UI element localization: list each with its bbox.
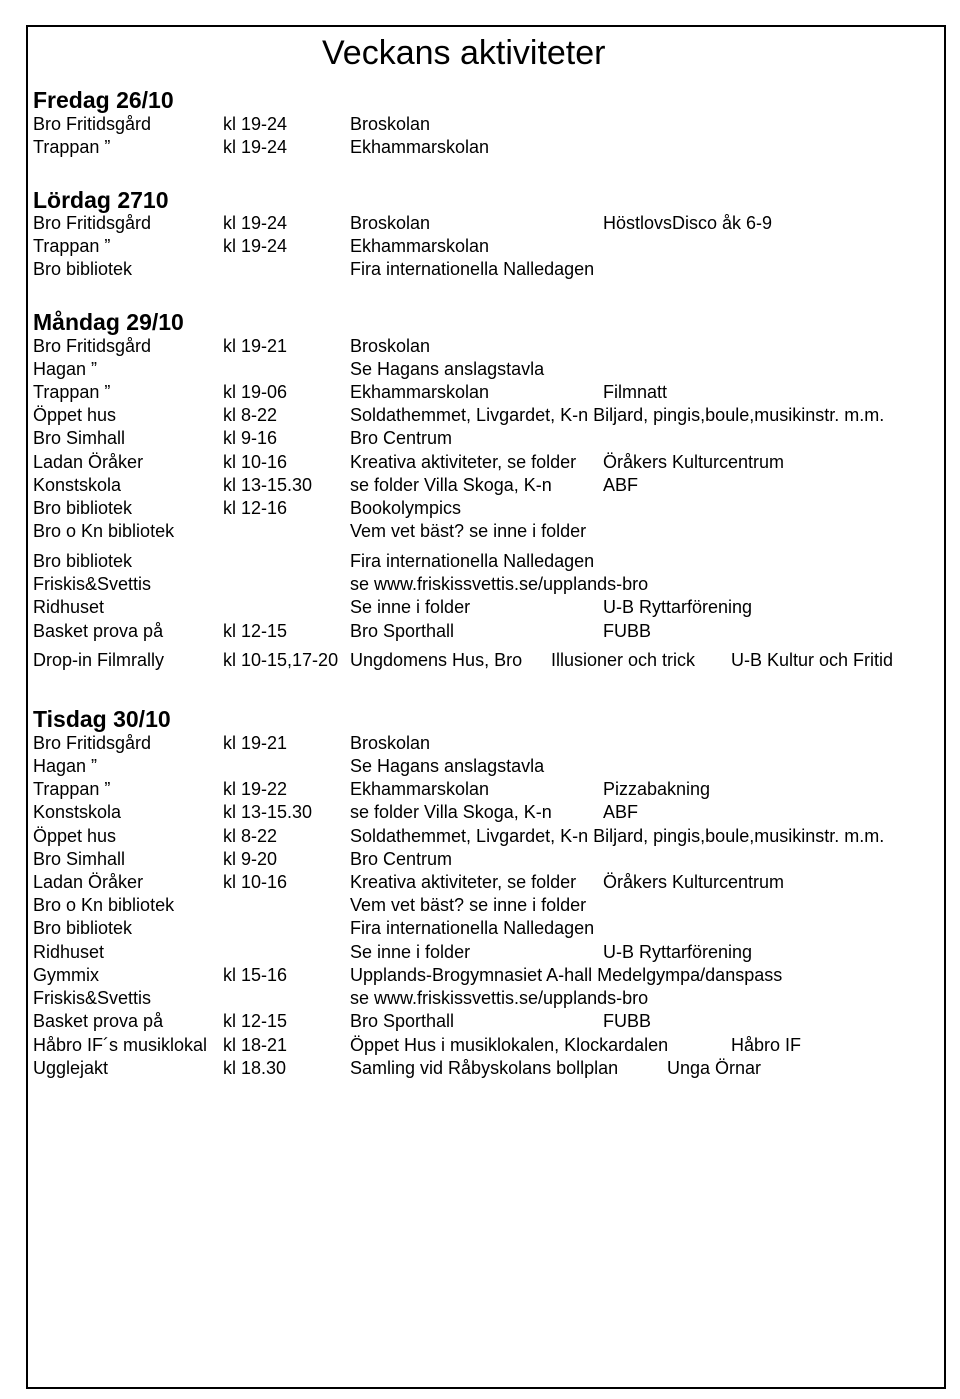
activity-location: Broskolan: [350, 733, 431, 753]
activity-note: FUBB: [603, 621, 652, 641]
activity-row: [0, 801, 960, 824]
activity-place: Friskis&Svettis: [33, 988, 152, 1008]
activity-place: Basket prova på: [33, 1011, 164, 1031]
activity-place: Öppet hus: [33, 826, 117, 846]
activity-row: [0, 620, 960, 643]
activity-place: Drop-in Filmrally: [33, 650, 165, 670]
activity-note: Öråkers Kulturcentrum: [603, 452, 785, 472]
activity-row: [0, 136, 960, 159]
activity-location: se www.friskissvettis.se/upplands-bro: [350, 574, 649, 594]
activity-time: kl 12-15: [223, 621, 288, 641]
activity-place: Gymmix: [33, 965, 99, 985]
activity-time: kl 10-16: [223, 872, 288, 892]
activity-time: kl 10-16: [223, 452, 288, 472]
activity-place: Basket prova på: [33, 621, 164, 641]
activity-row: [0, 987, 960, 1010]
activity-location: Broskolan: [350, 213, 431, 233]
activity-note: HöstlovsDisco åk 6-9: [603, 213, 773, 233]
activity-row: [0, 964, 960, 987]
activity-time: kl 19-24: [223, 114, 288, 134]
activity-row: [0, 381, 960, 404]
activity-row: [0, 894, 960, 917]
activity-location: Ekhammarskolan: [350, 236, 490, 256]
activity-note: Illusioner och trick: [551, 650, 696, 670]
activity-note: U-B Ryttarförening: [603, 942, 753, 962]
activity-time: kl 15-16: [223, 965, 288, 985]
activity-place: Ladan Öråker: [33, 452, 144, 472]
activity-time: kl 13-15.30: [223, 802, 313, 822]
activity-place: Bro bibliotek: [33, 498, 133, 518]
activity-note: Öråkers Kulturcentrum: [603, 872, 785, 892]
activity-place: Bro bibliotek: [33, 918, 133, 938]
activity-location: Bookolympics: [350, 498, 462, 518]
activity-row: [0, 596, 960, 619]
activity-location: Fira internationella Nalledagen: [350, 551, 595, 571]
activity-location: se folder Villa Skoga, K-n: [350, 802, 552, 822]
activity-row: [0, 474, 960, 497]
activity-place: Konstskola: [33, 802, 122, 822]
activity-location: Broskolan: [350, 114, 431, 134]
activity-time: kl 12-15: [223, 1011, 288, 1031]
page-title: Veckans aktiviteter: [322, 34, 606, 72]
activity-place: Trappan ”: [33, 236, 111, 256]
activity-note: U-B Ryttarförening: [603, 597, 753, 617]
activity-location: Kreativa aktiviteter, se folder: [350, 452, 577, 472]
activity-organizer: U-B Kultur och Fritid: [731, 650, 894, 670]
activity-time: kl 13-15.30: [223, 475, 313, 495]
activity-note: Pizzabakning: [603, 779, 711, 799]
activity-row: [0, 113, 960, 136]
activity-place: Ladan Öråker: [33, 872, 144, 892]
activity-row: [0, 1034, 960, 1057]
day-heading-fredag: Fredag 26/10: [33, 87, 174, 113]
activity-location: Fira internationella Nalledagen: [350, 918, 595, 938]
activity-row: [0, 235, 960, 258]
activity-row: [0, 404, 960, 427]
activity-time: kl 9-20: [223, 849, 278, 869]
activity-row: [0, 1057, 960, 1080]
day-heading-tisdag: Tisdag 30/10: [33, 706, 171, 732]
activity-location: Se Hagans anslagstavla: [350, 359, 545, 379]
activity-time: kl 19-24: [223, 213, 288, 233]
activity-place: Ridhuset: [33, 942, 105, 962]
activity-location: Ekhammarskolan: [350, 137, 490, 157]
day-heading-lordag: Lördag 2710: [33, 187, 169, 213]
activity-time: kl 19-24: [223, 137, 288, 157]
activity-note: FUBB: [603, 1011, 652, 1031]
activity-location: Soldathemmet, Livgardet, K-n Biljard, pingis,boule,musikinstr. m.m.: [350, 405, 885, 425]
activity-row: [0, 778, 960, 801]
activity-note: Unga Örnar: [667, 1058, 762, 1078]
activity-place: Bro Simhall: [33, 849, 126, 869]
activity-row: [0, 649, 960, 672]
activity-location: Bro Sporthall: [350, 1011, 455, 1031]
activity-note: ABF: [603, 475, 639, 495]
activity-place: Konstskola: [33, 475, 122, 495]
activity-location: Kreativa aktiviteter, se folder: [350, 872, 577, 892]
activity-location: Bro Sporthall: [350, 621, 455, 641]
activity-place: Bro Fritidsgård: [33, 733, 152, 753]
activity-row: [0, 258, 960, 281]
activity-location: Ungdomens Hus, Bro: [350, 650, 523, 670]
activity-row: [0, 825, 960, 848]
activity-place: Trappan ”: [33, 137, 111, 157]
activity-location: Vem vet bäst? se inne i folder: [350, 521, 587, 541]
activity-location: se folder Villa Skoga, K-n: [350, 475, 552, 495]
activity-location: Bro Centrum: [350, 428, 453, 448]
activity-location: Samling vid Råbyskolans bollplan: [350, 1058, 619, 1078]
activity-place: Ridhuset: [33, 597, 105, 617]
activity-time: kl 19-21: [223, 336, 288, 356]
activity-location: Bro Centrum: [350, 849, 453, 869]
activity-location: se www.friskissvettis.se/upplands-bro: [350, 988, 649, 1008]
activity-time: kl 19-22: [223, 779, 288, 799]
activity-row: [0, 732, 960, 755]
activity-row: [0, 917, 960, 940]
activity-place: Bro bibliotek: [33, 259, 133, 279]
activity-row: [0, 358, 960, 381]
activity-location: Soldathemmet, Livgardet, K-n Biljard, pingis,boule,musikinstr. m.m.: [350, 826, 885, 846]
activity-location: Se Hagans anslagstavla: [350, 756, 545, 776]
activity-time: kl 19-06: [223, 382, 288, 402]
activity-place: Bro Fritidsgård: [33, 336, 152, 356]
activity-row: [0, 427, 960, 450]
activity-row: [0, 550, 960, 573]
activity-location: Se inne i folder: [350, 942, 471, 962]
activity-row: [0, 755, 960, 778]
activity-row: [0, 573, 960, 596]
activity-location: Fira internationella Nalledagen: [350, 259, 595, 279]
activity-time: kl 10-15,17-20: [223, 650, 339, 670]
activity-place: Bro bibliotek: [33, 551, 133, 571]
activity-row: [0, 335, 960, 358]
activity-row: [0, 941, 960, 964]
activity-place: Öppet hus: [33, 405, 117, 425]
activity-row: [0, 212, 960, 235]
day-heading-mandag: Måndag 29/10: [33, 309, 184, 335]
activity-place: Hagan ”: [33, 756, 98, 776]
activity-location: Öppet Hus i musiklokalen, Klockardalen: [350, 1035, 669, 1055]
activity-place: Bro Simhall: [33, 428, 126, 448]
activity-time: kl 8-22: [223, 826, 278, 846]
activity-place: Håbro IF´s musiklokal: [33, 1035, 208, 1055]
activity-place: Bro Fritidsgård: [33, 114, 152, 134]
activity-place: Hagan ”: [33, 359, 98, 379]
activity-place: Trappan ”: [33, 779, 111, 799]
activity-note: ABF: [603, 802, 639, 822]
activity-note: Håbro IF: [731, 1035, 802, 1055]
activity-time: kl 8-22: [223, 405, 278, 425]
activity-row: [0, 497, 960, 520]
activity-location: Ekhammarskolan: [350, 779, 490, 799]
activity-row: [0, 848, 960, 871]
activity-time: kl 9-16: [223, 428, 278, 448]
activity-location: Vem vet bäst? se inne i folder: [350, 895, 587, 915]
activity-location: Upplands-Brogymnasiet A-hall Medelgympa/danspass: [350, 965, 783, 985]
activity-location: Broskolan: [350, 336, 431, 356]
activity-place: Bro Fritidsgård: [33, 213, 152, 233]
activity-row: [0, 520, 960, 543]
activity-row: [0, 871, 960, 894]
activity-time: kl 19-24: [223, 236, 288, 256]
activity-place: Friskis&Svettis: [33, 574, 152, 594]
activity-time: kl 18-21: [223, 1035, 288, 1055]
activity-place: Bro o Kn bibliotek: [33, 895, 175, 915]
activity-time: kl 19-21: [223, 733, 288, 753]
activity-place: Ugglejakt: [33, 1058, 109, 1078]
activity-time: kl 18.30: [223, 1058, 287, 1078]
activity-place: Bro o Kn bibliotek: [33, 521, 175, 541]
activity-place: Trappan ”: [33, 382, 111, 402]
activity-location: Se inne i folder: [350, 597, 471, 617]
activity-row: [0, 451, 960, 474]
activity-row: [0, 1010, 960, 1033]
activity-location: Ekhammarskolan: [350, 382, 490, 402]
activity-time: kl 12-16: [223, 498, 288, 518]
activity-note: Filmnatt: [603, 382, 668, 402]
